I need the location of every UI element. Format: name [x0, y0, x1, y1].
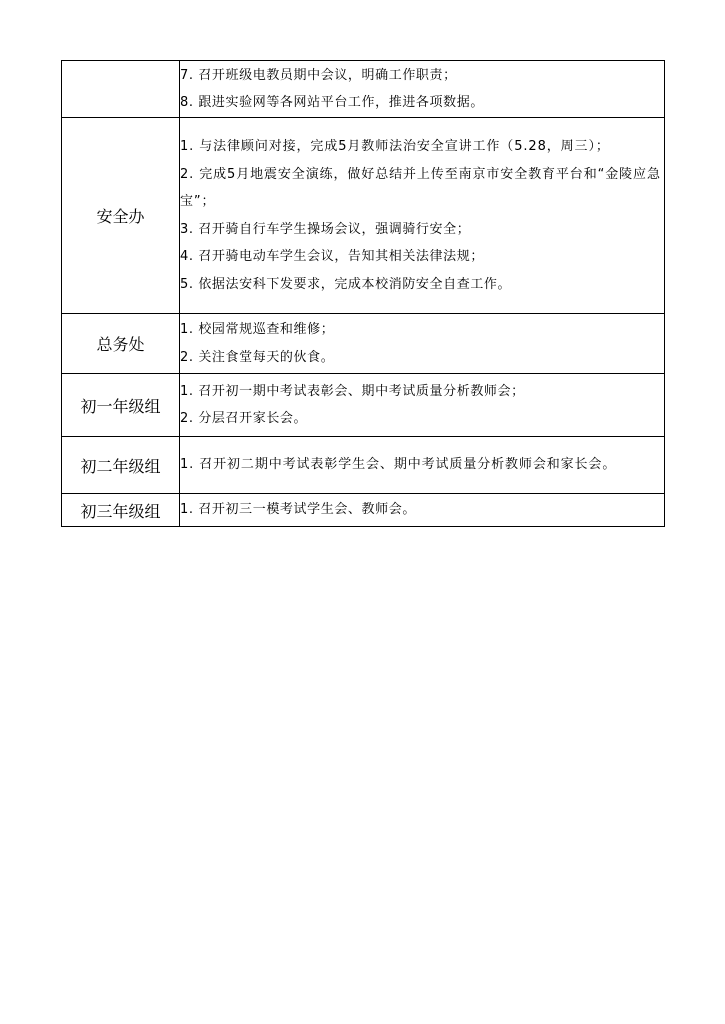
task-item: 1. 与法律顾问对接，完成5月教师法治安全宣讲工作（5.28，周三）；: [180, 139, 610, 154]
table-row: [62, 314, 665, 374]
task-item: 2. 完成5月地震安全演练，做好总结并上传至南京市安全教育平台和“金陵应急宝”；: [180, 166, 661, 209]
task-cell: [180, 61, 665, 118]
task-item: 3. 召开骑自行车学生操场会议，强调骑行安全；: [180, 221, 471, 237]
department-cell: 初二年级组: [62, 437, 180, 494]
task-item: 5. 依据法安科下发要求，完成本校消防安全自查工作。: [180, 276, 512, 292]
table-row: [62, 61, 665, 118]
department-cell: 初三年级组: [62, 494, 180, 527]
department-cell: [62, 61, 180, 118]
task-item: 2. 关注食堂每天的伙食。: [180, 349, 335, 365]
task-cell: [180, 437, 665, 494]
task-item: 1. 召开初二期中考试表彰学生会、期中考试质量分析教师会和家长会。: [180, 457, 617, 473]
task-cell: [180, 118, 665, 314]
task-item: 2. 分层召开家长会。: [180, 411, 308, 426]
task-item: 1. 召开初三一模考试学生会、教师会。: [180, 502, 416, 518]
task-cell: [180, 314, 665, 374]
table-row: [62, 494, 665, 527]
department-cell: 总务处: [62, 314, 180, 374]
department-cell: 初一年级组: [62, 374, 180, 437]
table-row: [62, 437, 665, 494]
task-item: 7. 召开班级电教员期中会议，明确工作职责；: [180, 67, 457, 83]
department-cell: 安全办: [62, 118, 180, 314]
task-item: 8. 跟进实验网等各网站平台工作，推进各项数据。: [180, 95, 484, 110]
task-item: 4. 召开骑电动车学生会议，告知其相关法律法规；: [180, 249, 484, 264]
table-row: [62, 118, 665, 314]
table-row: [62, 374, 665, 437]
work-schedule-table: [61, 60, 665, 527]
task-cell: [180, 494, 665, 527]
task-item: 1. 校园常规巡查和维修；: [180, 322, 335, 337]
task-item: 1. 召开初一期中考试表彰会、期中考试质量分析教师会；: [180, 383, 525, 399]
task-cell: [180, 374, 665, 437]
